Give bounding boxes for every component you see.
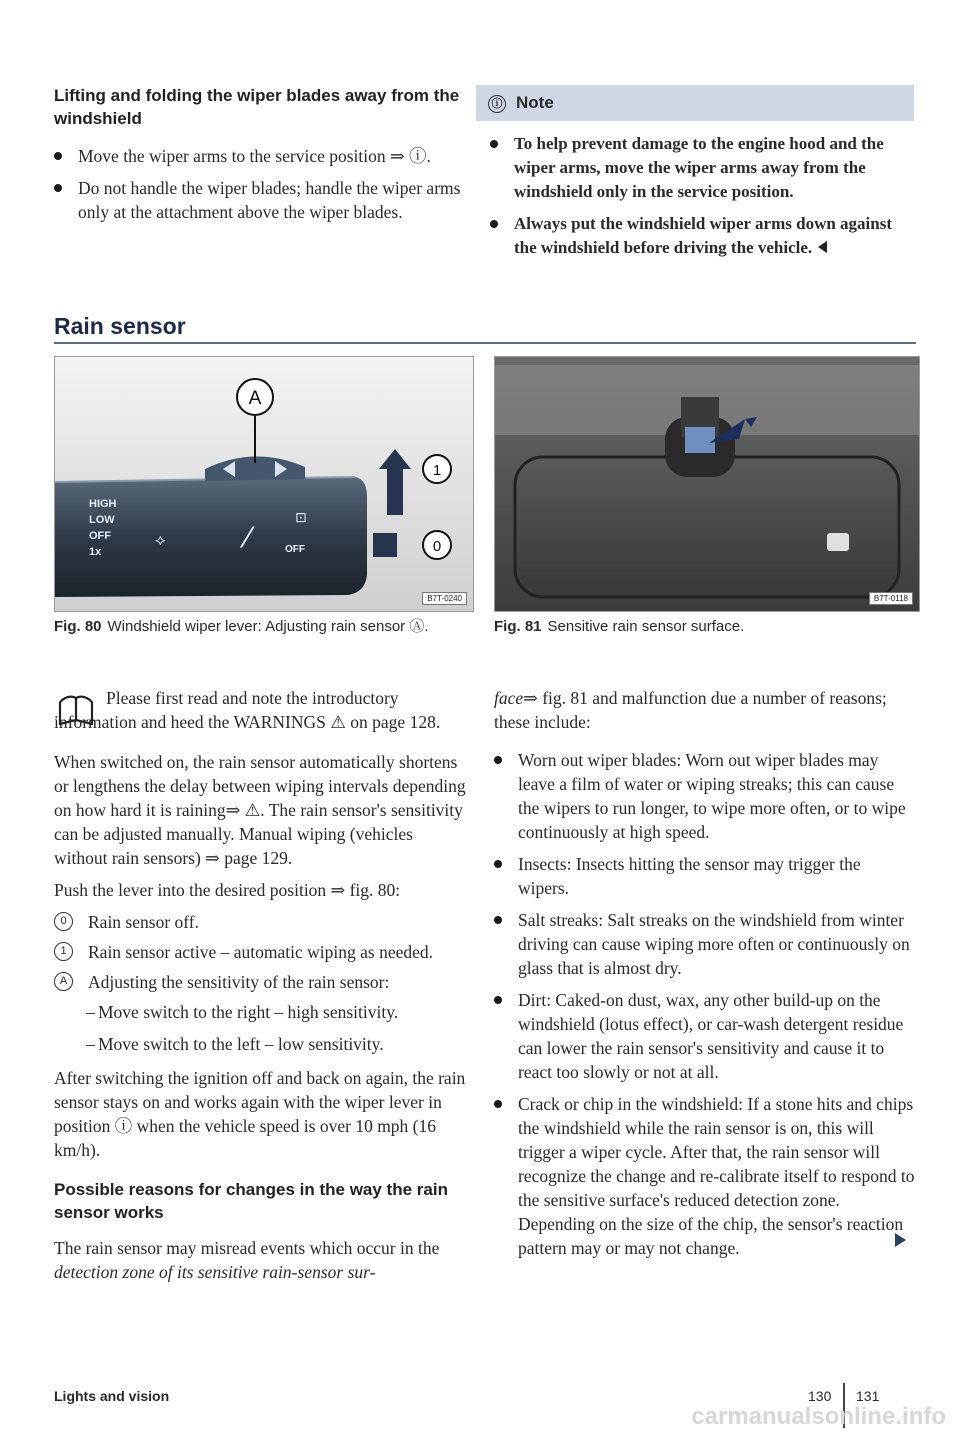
rain-sensor-photo xyxy=(495,357,919,611)
dash-item: – Move switch to the left – low sensitivity. xyxy=(54,1032,470,1056)
caption-text: Windshield wiper lever: Adjusting rain sensor Ⓐ. xyxy=(107,618,429,635)
note-title: Note xyxy=(516,93,554,112)
paragraph: When switched on, the rain sensor automatically shortens or lengthens the delay between wiping intervals depending on how hard it is raining⇒ ⚠. The rain sensor's sensitivity can be adjusted manually. Manual wiping (vehicles without rain sensors) ⇒ page 129. xyxy=(54,752,466,868)
lever-label-1x: 1x xyxy=(89,546,102,558)
end-of-note-icon xyxy=(818,241,827,253)
note-body xyxy=(490,132,910,268)
figure-code: B7T-0240 xyxy=(422,592,467,605)
position-icon: 0 xyxy=(54,912,73,931)
position-icon: 1 xyxy=(54,942,73,961)
caption-number: Fig. 80 xyxy=(54,618,102,635)
position-1-label: 1 xyxy=(432,462,442,479)
reason-item: Dirt: Caked-on dust, wax, any other build-up on the windshield (lotus effect), or car-wash detergent residue can lower the rain sensor's sensitivity and cause it to react too slowly or not at all. xyxy=(494,988,916,1084)
info-icon: ⓘ xyxy=(488,95,506,113)
label-a: A xyxy=(248,388,262,409)
subheading: Possible reasons for changes in the way the rain sensor works xyxy=(54,1180,448,1222)
reason-item: Salt streaks: Salt streaks on the windshield from winter driving can cause wiping more often or continuously on glass that is almost dry. xyxy=(494,908,916,980)
option-item: A Adjusting the sensitivity of the rain sensor: xyxy=(54,970,470,994)
position-icon: A xyxy=(54,972,73,991)
left-body xyxy=(54,686,470,1292)
figure-code: B7T-0118 xyxy=(869,592,913,605)
section-rule xyxy=(54,342,916,344)
wiper-icon: ⟡ xyxy=(155,530,166,549)
option-item: 0 Rain sensor off. xyxy=(54,910,470,934)
bullet-item: Do not handle the wiper blades; handle the wiper arms only at the attachment above the wiper blades. xyxy=(54,176,464,224)
lever-label-low: LOW xyxy=(89,514,115,526)
reason-item: Worn out wiper blades: Worn out wiper blades may leave a film of water or wiping streaks; this can cause the wipers to run longer, to wipe more often, or to wipe continuously at high speed. xyxy=(494,748,916,844)
position-0-label: 0 xyxy=(432,538,442,555)
caption-number: Fig. 81 xyxy=(494,618,542,635)
figure-81-caption xyxy=(494,616,914,638)
note-header xyxy=(476,85,914,121)
reason-item: Crack or chip in the windshield: If a stone hits and chips the windshield while the rain sensor is on, this will trigger a wiper cycle. After that, the rain sensor will recognize the change and re-calibrate itself to respond to the sensitive surface's reduced detection zone. Depending on the size of the chip, the sensor's reaction pattern may or may not change. xyxy=(494,1092,916,1260)
dash-item: – Move switch to the right – high sensitivity. xyxy=(54,1000,470,1024)
lever-label-off: OFF xyxy=(89,530,111,542)
paragraph: After switching the ignition off and back on again, the rain sensor stays on and works again with the wiper lever in position ⓘ when the vehicle speed is over 10 mph (16 km/h). xyxy=(54,1068,466,1160)
lever-label-high: HIGH xyxy=(89,498,117,510)
rear-wiper-icon: ⊡ xyxy=(295,510,307,526)
readme-text: Please first read and note the introductory information and heed the WARNINGS ⚠ on page 128. xyxy=(54,688,441,732)
option-item: 1 Rain sensor active – automatic wiping as needed. xyxy=(54,940,470,964)
paragraph: face⇒ fig. 81 and malfunction due a number of reasons; these include: xyxy=(494,688,887,732)
footer-section: Lights and vision xyxy=(54,1388,170,1404)
paragraph: Push the lever into the desired position ⇒ fig. 80: xyxy=(54,880,401,900)
reason-item: Insects: Insects hitting the sensor may trigger the wipers. xyxy=(494,852,916,900)
section-title: Rain sensor xyxy=(54,313,186,339)
bullet-item: Move the wiper arms to the service position ⇒ ⓘ. xyxy=(54,144,464,168)
section-heading: Lifting and folding the wiper blades away from the windshield xyxy=(54,86,460,128)
right-body xyxy=(494,686,916,1268)
caption-text: Sensitive rain sensor surface. xyxy=(547,618,745,635)
note-bullet: To help prevent damage to the engine hood and the wiper arms, move the wiper arms away from the windshield only in the service position. xyxy=(490,132,910,204)
svg-text:OFF: OFF xyxy=(285,544,305,555)
continue-arrow-icon xyxy=(895,1233,906,1247)
paragraph: The rain sensor may misread events which occur in the detection zone of its sensitive rain-sensor sur- xyxy=(54,1238,440,1282)
spray-icon: ⁄ xyxy=(245,521,250,554)
figure-80-caption xyxy=(54,616,474,638)
wiper-service-section xyxy=(54,84,464,232)
watermark: carmanualsonline.info xyxy=(691,1403,946,1430)
note-bullet: Always put the windshield wiper arms down against the windshield before driving the vehicle. xyxy=(490,212,910,260)
page-number-left: 130 xyxy=(808,1388,832,1404)
page-number-right: 131 xyxy=(856,1388,880,1404)
figure-81 xyxy=(494,356,920,612)
figure-80 xyxy=(54,356,474,612)
wiper-lever-illustration xyxy=(55,357,473,611)
